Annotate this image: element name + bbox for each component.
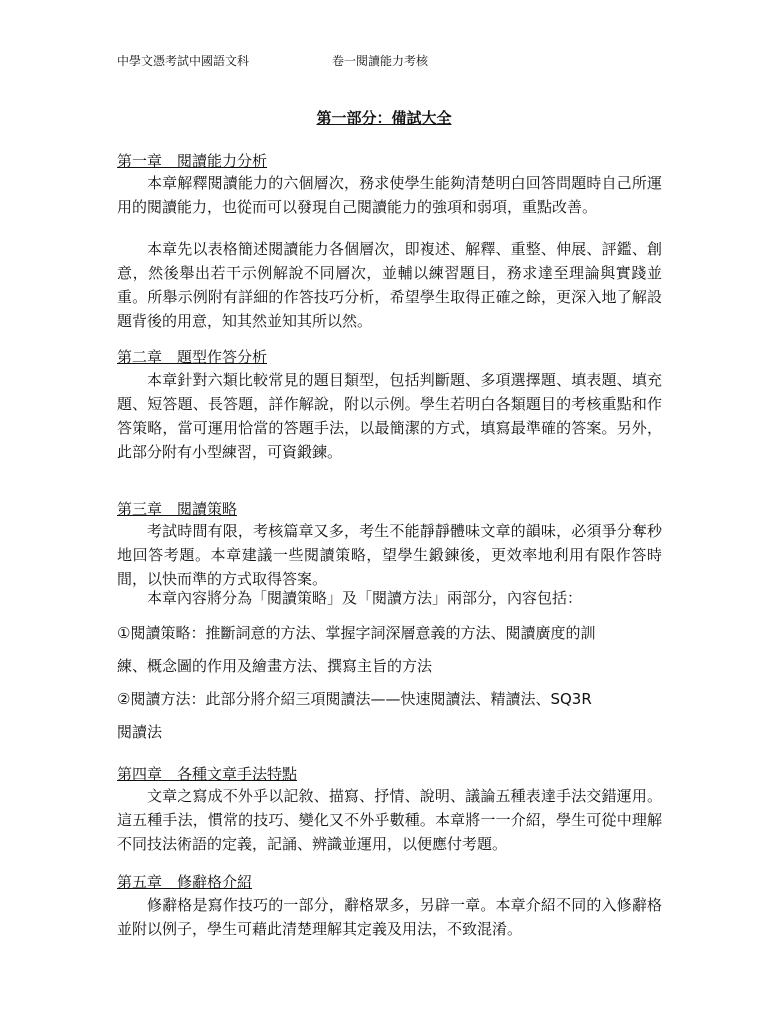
chapter-3-list-line-4: 閱讀法 — [117, 723, 163, 741]
chapter-1-paragraph-2: 本章先以表格簡述閱讀能力各個層次，即複述、解釋、重整、伸展、評鑑、創意，然後舉出若干示例解說不同層次，並輔以練習題目，務求達至理論與實踐並重。所舉示例附有詳細的作答技巧分析，希望學生取得正確之餘，更深入地了解設題背後的用意，知其然並知其所以然。 — [117, 240, 662, 330]
header-subject: 中學文憑考試中國語文科 — [117, 54, 250, 68]
page-title: 第一部分：備試大全 — [316, 109, 452, 127]
chapter-4-paragraph-1: 文章之寫成不外乎以記敘、描寫、抒情、說明、議論五種表達手法交錯運用。這五種手法，慣常的技巧、變化又不外乎數種。本章將一一介紹，學生可從中理解不同技法術語的定義，記誦、辨識並運用，以便應付考題。 — [117, 787, 662, 853]
chapter-3-list-line-1: ①閱讀策略：推斷詞意的方法、掌握字詞深層意義的方法、閱讀廣度的訓 — [117, 624, 596, 642]
chapter-3-paragraph-1: 考試時間有限，考核篇章又多，考生不能靜靜體味文章的韻味，必須爭分奪秒地回答考題。本章建議一些閱讀策略，望學生鍛鍊後，更效率地利用有限作答時間，以快而準的方式取得答案。 — [117, 522, 662, 588]
chapter-3-list-line-3: ②閱讀方法：此部分將介紹三項閱讀法——快速閱讀法、精讀法、SQ3R — [117, 690, 592, 708]
chapter-3-heading: 第三章 閱讀策略 — [117, 500, 238, 518]
chapter-1-heading: 第一章 閱讀能力分析 — [117, 152, 268, 170]
chapter-3-list-line-2: 練、概念圖的作用及繪畫方法、撰寫主旨的方法 — [117, 657, 433, 675]
chapter-5-paragraph-1: 修辭格是寫作技巧的一部分，辭格眾多，另辟一章。本章介紹不同的入修辭格並附以例子，學生可藉此清楚理解其定義及用法，不致混淆。 — [117, 896, 662, 938]
chapter-4-heading: 第四章 各種文章手法特點 — [117, 765, 298, 783]
chapter-2-heading: 第二章 題型作答分析 — [117, 348, 268, 366]
header-paper: 卷一閱讀能力考核 — [332, 54, 429, 68]
chapter-1-paragraph-1: 本章解釋閱讀能力的六個層次，務求使學生能夠清楚明白回答問題時自己所運用的閱讀能力，也從而可以發現自己閱讀能力的強項和弱項，重點改善。 — [117, 174, 662, 216]
chapter-3-paragraph-2: 本章內容將分為「閱讀策略」及「閱讀方法」兩部分，內容包括： — [147, 589, 583, 607]
chapter-2-paragraph-1: 本章針對六類比較常見的題目類型，包括判斷題、多項選擇題、填表題、填充題、短答題、長答題，詳作解說，附以示例。學生若明白各類題目的考核重點和作答策略，當可運用恰當的答題手法，以最簡潔的方式，填寫最準確的答案。另外，此部分附有小型練習，可資鍛鍊。 — [117, 371, 662, 461]
chapter-5-heading: 第五章 修辭格介紹 — [117, 873, 253, 891]
